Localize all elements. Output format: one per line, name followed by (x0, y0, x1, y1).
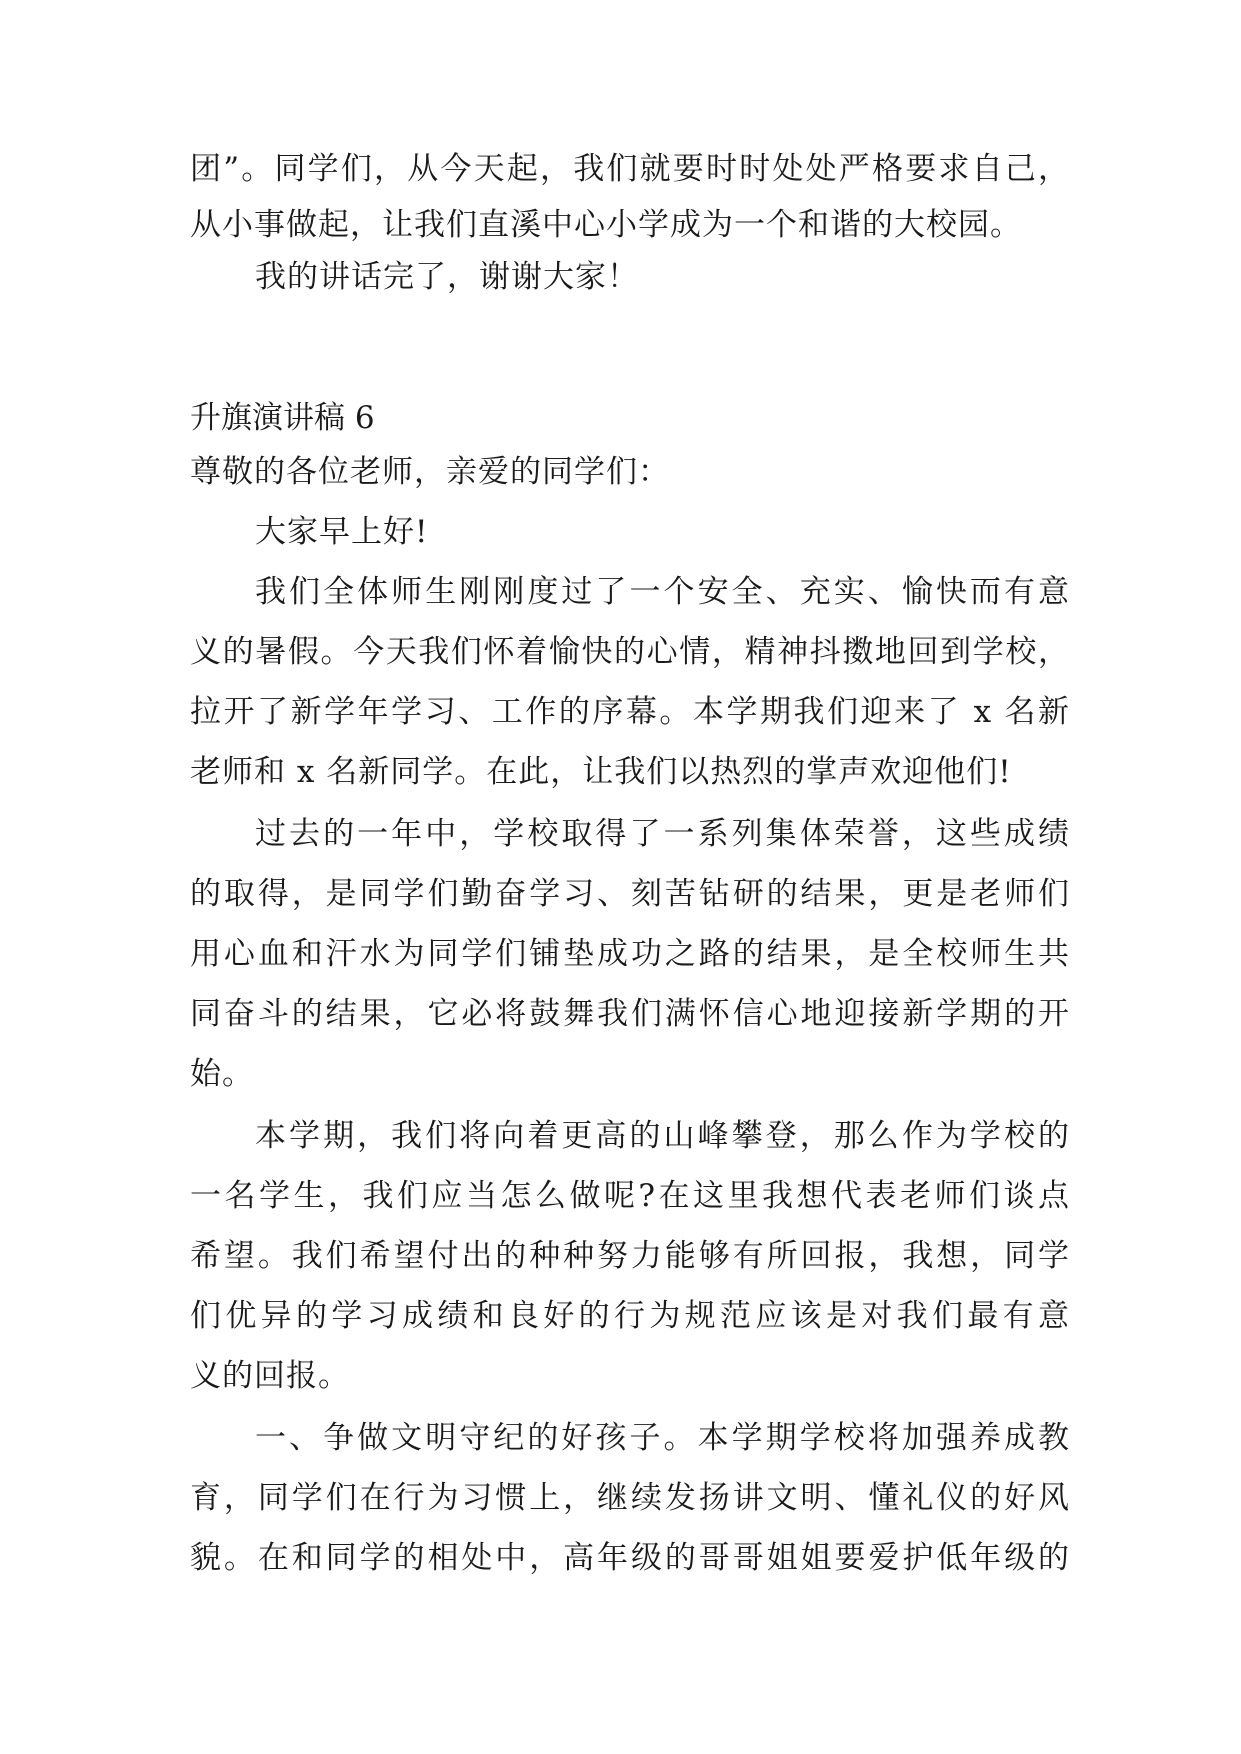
body-line: 过去的一年中，学校取得了一系列集体荣誉，这些成绩 (255, 816, 1070, 852)
body-line: 一名学生，我们应当怎么做呢?在这里我想代表老师们谈点 (190, 1178, 1070, 1214)
body-line: 始。 (190, 1056, 254, 1092)
body-line: 拉开了新学年学习、工作的序幕。本学期我们迎来了 x 名新 (190, 694, 1070, 730)
body-line: 团”。同学们，从今天起，我们就要时时处处严格要求自己， (190, 151, 1070, 187)
body-line: 的取得，是同学们勤奋学习、刻苦钻研的结果，更是老师们 (190, 876, 1070, 912)
salutation: 尊敬的各位老师，亲爱的同学们： (190, 454, 670, 490)
body-line: 用心血和汗水为同学们铺垫成功之路的结果，是全校师生共 (190, 936, 1070, 972)
body-line: 同奋斗的结果，它必将鼓舞我们满怀信心地迎接新学期的开 (190, 996, 1070, 1032)
body-line: 义的暑假。今天我们怀着愉快的心情，精神抖擞地回到学校， (190, 634, 1070, 670)
closing-line: 我的讲话完了，谢谢大家！ (255, 259, 639, 295)
body-line: 希望。我们希望付出的种种努力能够有所回报，我想，同学 (190, 1238, 1070, 1274)
section-title: 升旗演讲稿 6 (190, 400, 375, 436)
body-line: 老师和 x 名新同学。在此，让我们以热烈的掌声欢迎他们! (190, 754, 1012, 790)
body-line: 从小事做起，让我们直溪中心小学成为一个和谐的大校园。 (190, 207, 1022, 243)
body-line: 貌。在和同学的相处中，高年级的哥哥姐姐要爱护低年级的 (190, 1540, 1070, 1576)
body-line: 义的回报。 (190, 1358, 350, 1394)
greeting: 大家早上好! (255, 514, 429, 550)
body-line: 本学期，我们将向着更高的山峰攀登，那么作为学校的 (255, 1118, 1070, 1154)
body-line: 我们全体师生刚刚度过了一个安全、充实、愉快而有意 (255, 574, 1070, 610)
body-line: 们优异的学习成绩和良好的行为规范应该是对我们最有意 (190, 1298, 1070, 1334)
body-line: 一、争做文明守纪的好孩子。本学期学校将加强养成教 (255, 1420, 1070, 1456)
body-line: 育，同学们在行为习惯上，继续发扬讲文明、懂礼仪的好风 (190, 1480, 1070, 1516)
